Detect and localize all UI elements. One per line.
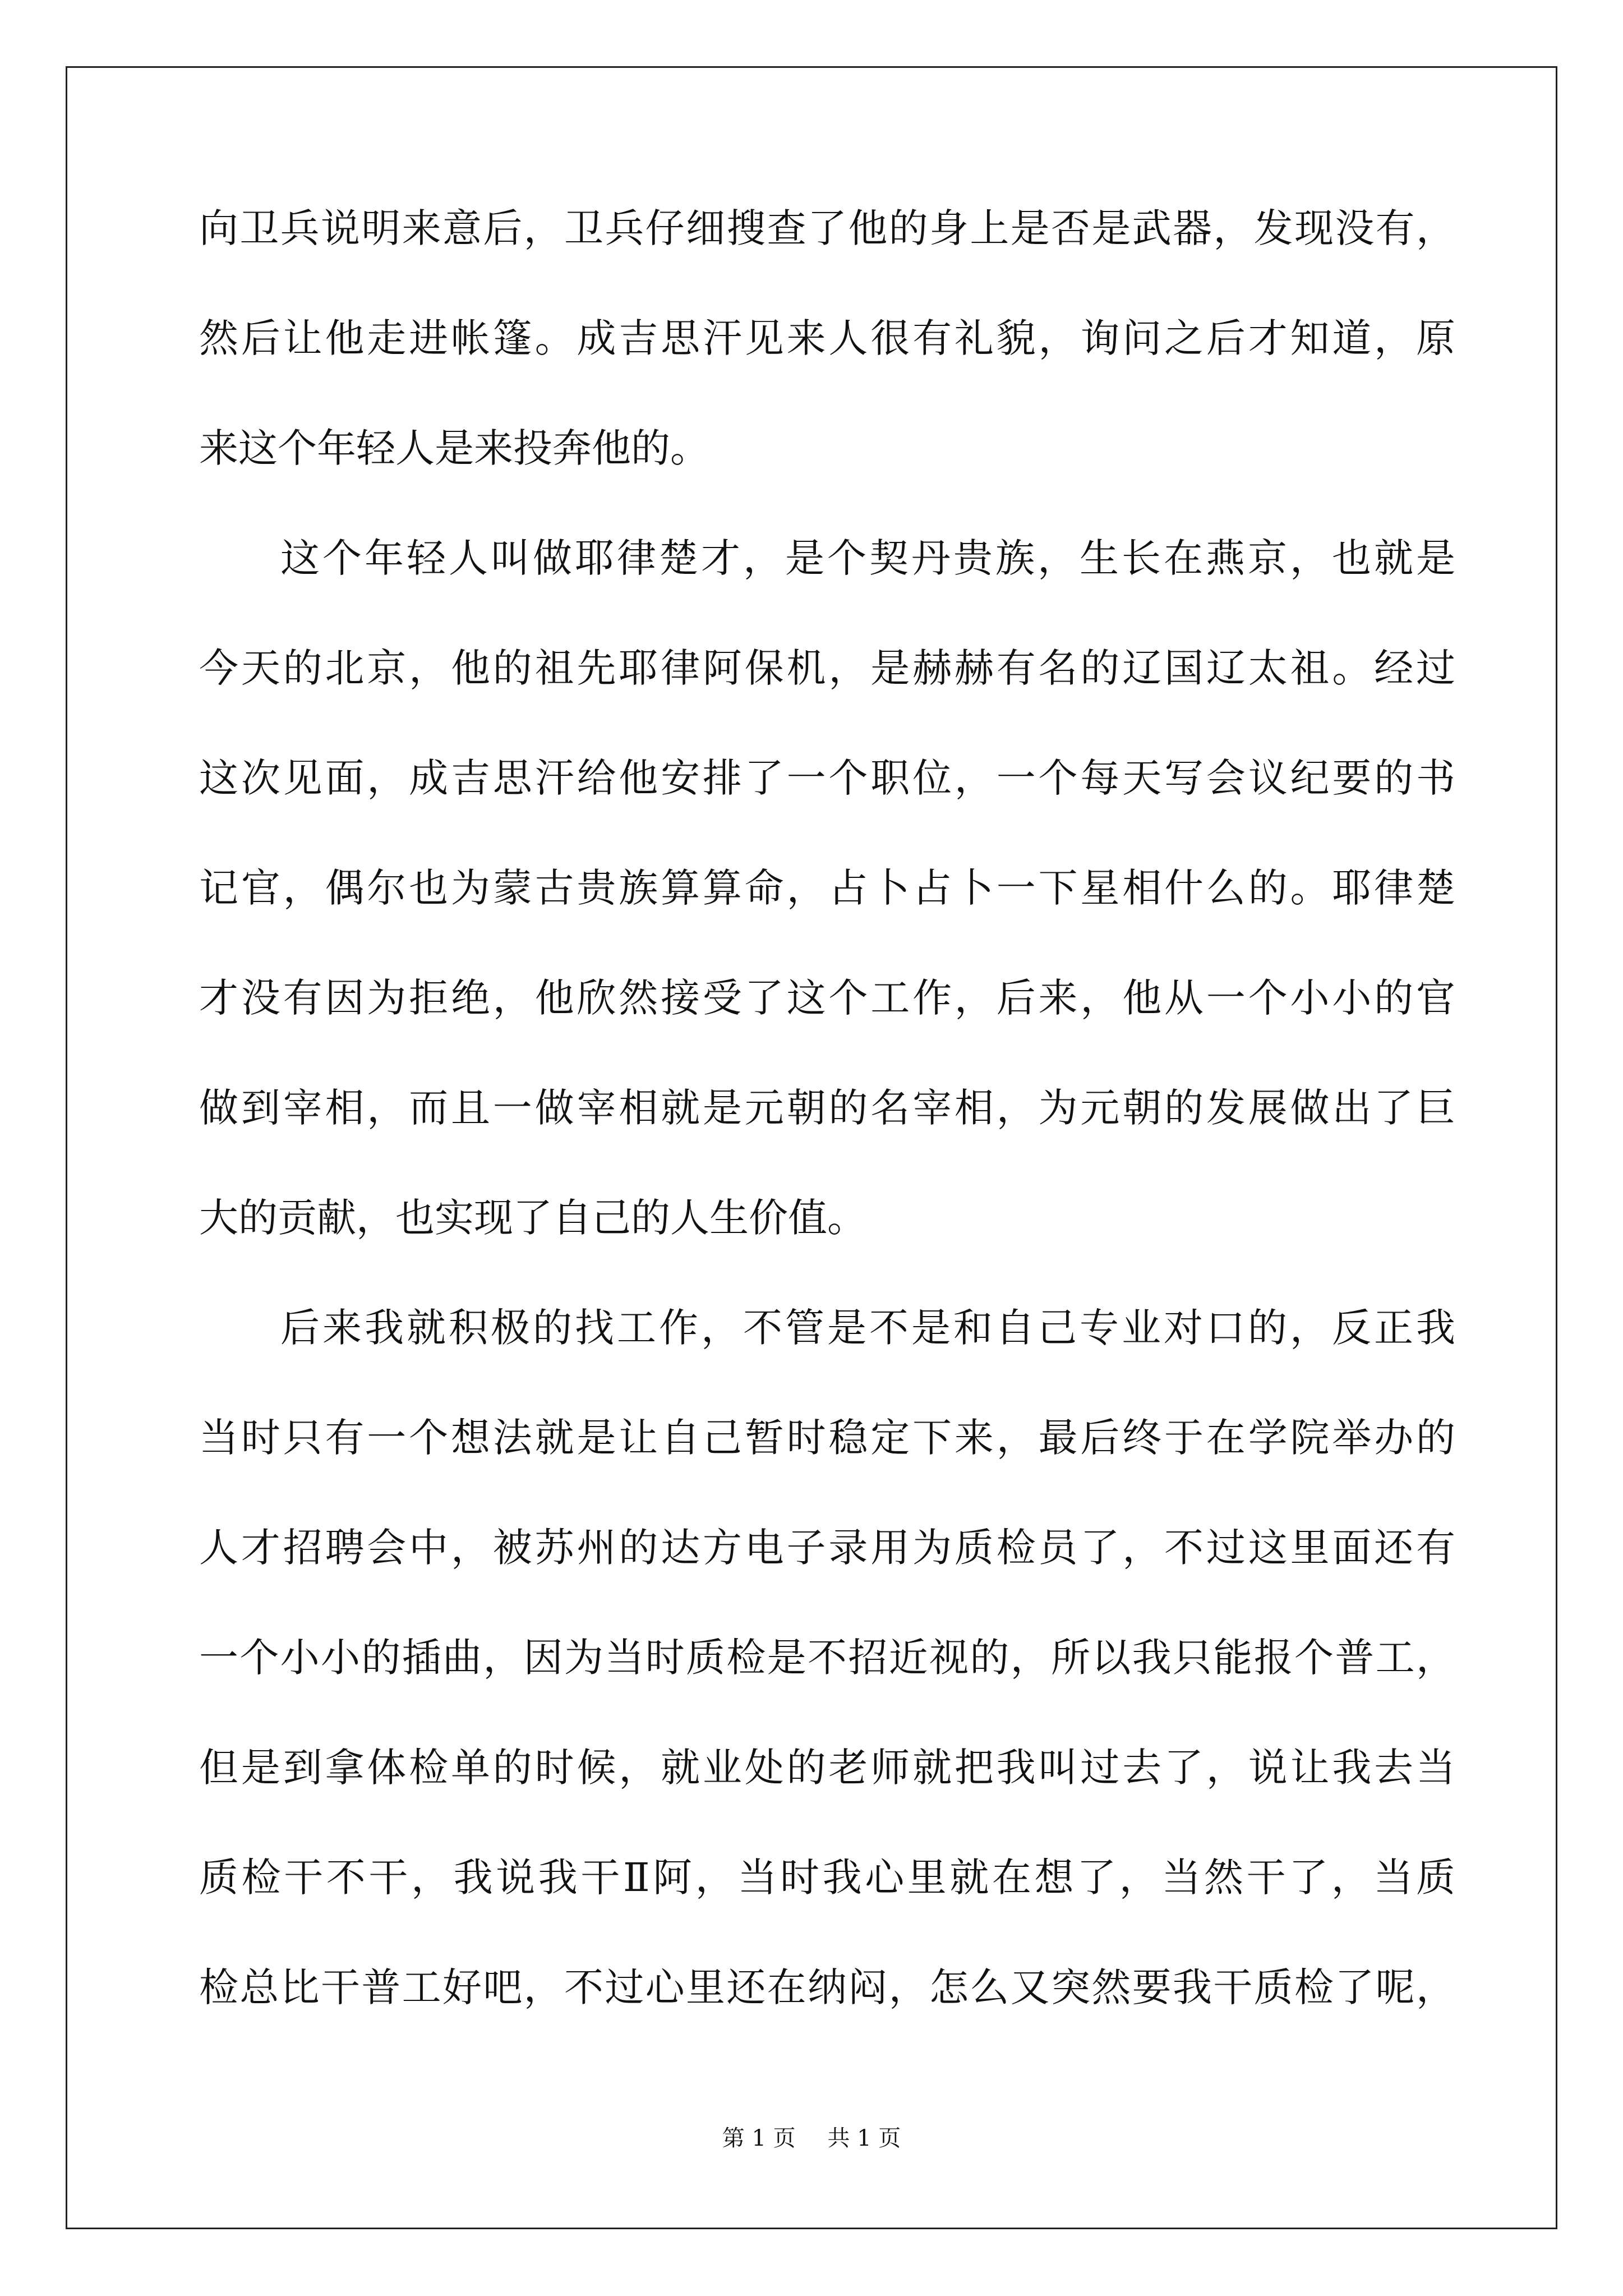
text-line: 这个年轻人叫做耶律楚才，是个契丹贵族，生长在燕京，也就是 (280, 535, 1455, 581)
text-line: 质检干不干，我说我干Ⅱ阿，当时我心里就在想了，当然干了，当质 (199, 1855, 1455, 1901)
document-body (199, 205, 1455, 2078)
text-line: 检总比干普工好吧，不过心里还在纳闷，怎么又突然要我干质检了呢， (199, 1964, 1455, 2010)
text-line: 然后让他走进帐篷。成吉思汗见来人很有礼貌，询问之后才知道，原 (199, 315, 1455, 361)
text-line: 才没有因为拒绝，他欣然接受了这个工作，后来，他从一个小小的官 (199, 975, 1455, 1021)
page-number: 第 1 页 (722, 2125, 796, 2151)
text-line: 大的贡献，也实现了自己的人生价值。 (199, 1195, 866, 1241)
page-total: 共 1 页 (827, 2125, 901, 2151)
text-line: 来这个年轻人是来投奔他的。 (199, 425, 709, 471)
text-line: 向卫兵说明来意后，卫兵仔细搜查了他的身上是否是武器，发现没有， (199, 205, 1455, 251)
text-line: 人才招聘会中，被苏州的达方电子录用为质检员了，不过这里面还有 (199, 1525, 1455, 1571)
text-line: 后来我就积极的找工作，不管是不是和自己专业对口的，反正我 (280, 1305, 1455, 1351)
text-line: 今天的北京，他的祖先耶律阿保机，是赫赫有名的辽国辽太祖。经过 (199, 645, 1455, 691)
page-footer (0, 2120, 1623, 2152)
text-line: 记官，偶尔也为蒙古贵族算算命，占卜占卜一下星相什么的。耶律楚 (199, 865, 1455, 911)
text-line: 一个小小的插曲，因为当时质检是不招近视的，所以我只能报个普工， (199, 1635, 1455, 1681)
text-line: 这次见面，成吉思汗给他安排了一个职位，一个每天写会议纪要的书 (199, 755, 1455, 801)
text-line: 但是到拿体检单的时候，就业处的老师就把我叫过去了，说让我去当 (199, 1745, 1455, 1791)
text-line: 当时只有一个想法就是让自己暂时稳定下来，最后终于在学院举办的 (199, 1415, 1455, 1461)
text-line: 做到宰相，而且一做宰相就是元朝的名宰相，为元朝的发展做出了巨 (199, 1085, 1455, 1131)
